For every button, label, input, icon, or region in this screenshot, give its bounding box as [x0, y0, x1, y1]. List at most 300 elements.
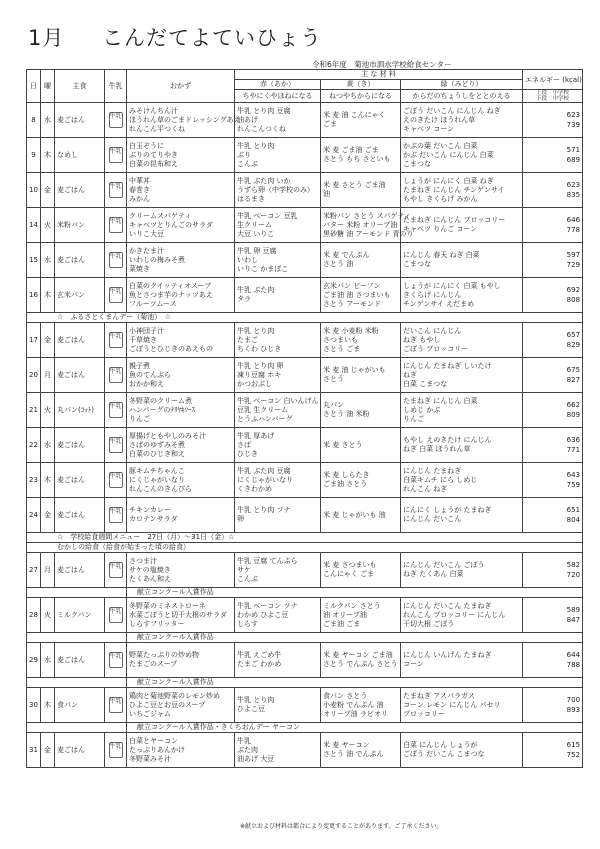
- menu-row: [27, 103, 583, 138]
- day-cell: 16: [27, 278, 41, 313]
- title-label: こんだてよていひょう: [102, 26, 323, 50]
- red-cell: [235, 643, 321, 678]
- menu-row: [27, 463, 583, 498]
- milk-carton-icon: 牛乳: [109, 437, 123, 453]
- line: 牛乳 ベーコン 豆乳: [237, 211, 298, 220]
- col-weekday: 曜: [41, 70, 55, 103]
- red-cell: [235, 358, 321, 393]
- milk-carton-icon: 牛乳: [109, 472, 123, 488]
- weekday-cell: 水: [41, 643, 55, 678]
- dishes-cell: [127, 598, 235, 633]
- yellow-cell: [321, 463, 401, 498]
- milk-carton-icon: 牛乳: [109, 182, 123, 198]
- menu-row: [27, 323, 583, 358]
- menu-row: [27, 208, 583, 243]
- line: さとう でんぷん さとう: [323, 660, 398, 668]
- line: ひじき: [237, 449, 258, 458]
- line: たまご: [237, 335, 258, 344]
- col-energy: エネルギー (kcal): [523, 70, 583, 90]
- milk-icon: [105, 498, 127, 533]
- day-cell: 31: [27, 733, 41, 768]
- col-green: 緑（みどり）: [401, 80, 523, 90]
- mukashi-banner: むかしの給食（給食が始まった頃の給食）: [27, 543, 583, 553]
- line: 牛乳 とり肉 卵: [237, 361, 284, 370]
- dishes-cell: [127, 733, 235, 768]
- green-cell: [401, 428, 523, 463]
- milk-carton-icon: 牛乳: [109, 507, 123, 523]
- red-cell: [235, 243, 321, 278]
- col-yellow: 黄（き）: [321, 80, 401, 90]
- energy-junior: 808: [566, 296, 581, 304]
- red-cell: [235, 498, 321, 533]
- line: 米 麦 さとう: [323, 440, 363, 449]
- line: コーン: [403, 660, 424, 668]
- menu-row: [27, 553, 583, 588]
- dishes-cell: [127, 688, 235, 723]
- line: 冬野菜のミネストローネ: [129, 601, 206, 610]
- line: 米粉パン さとう スパゲティ: [323, 211, 411, 220]
- line: いりこ かまぼこ: [237, 264, 289, 273]
- contest-note: 献立コンクール入賞作品: [127, 678, 583, 688]
- line: にくじゃがいなり: [237, 475, 293, 484]
- line: 大豆 いりこ: [237, 229, 275, 238]
- energy-cell: [523, 498, 583, 533]
- line: いわし: [237, 255, 258, 264]
- line: 油あげ 大豆: [237, 754, 275, 763]
- energy-cell: [523, 643, 583, 678]
- dishes-cell: [127, 173, 235, 208]
- subnote-empty: [27, 588, 127, 598]
- staple-cell: なめし: [55, 138, 105, 173]
- yellow-cell: [321, 428, 401, 463]
- line: 牛乳 とり肉 豆腐: [237, 106, 291, 115]
- green-cell: [401, 463, 523, 498]
- energy-elementary: 657: [566, 331, 581, 339]
- energy-elementary: 623: [566, 181, 581, 189]
- energy-junior: 729: [566, 261, 581, 269]
- col-okazu: おかず: [127, 70, 235, 103]
- line: ぶりのてりやき: [129, 150, 178, 159]
- weekday-cell: 金: [41, 733, 55, 768]
- energy-cell: [523, 278, 583, 313]
- line: 千草焼き: [129, 335, 157, 344]
- line: 親子煮: [129, 361, 150, 370]
- day-cell: 23: [27, 463, 41, 498]
- energy-cell: [523, 463, 583, 498]
- staple-cell: 麦ごはん: [55, 733, 105, 768]
- line: もやし きくらげ みかん: [403, 194, 478, 203]
- menu-row: [27, 393, 583, 428]
- green-cell: [401, 173, 523, 208]
- green-cell: [401, 498, 523, 533]
- line: にんじん たまねぎ: [403, 466, 462, 475]
- line: 白玉ぞうに: [129, 141, 164, 150]
- dishes-cell: [127, 463, 235, 498]
- line: さばのゆずみそ煮: [129, 440, 185, 449]
- energy-junior: 720: [566, 571, 581, 579]
- line: もやし えのきたけ にんじん: [403, 436, 492, 444]
- milk-icon: [105, 138, 127, 173]
- yellow-cell: [321, 278, 401, 313]
- energy-junior: 739: [566, 121, 581, 129]
- day-cell: 9: [27, 138, 41, 173]
- line: 冬野菜のクリーム煮: [129, 396, 192, 405]
- mukashi-banner-row: [27, 543, 583, 553]
- line: ごぼう ブロッコリー: [403, 344, 469, 353]
- line: たっぷりあんかけ: [129, 745, 185, 754]
- menu-row: [27, 688, 583, 723]
- energy-elementary: 597: [566, 251, 581, 259]
- milk-carton-icon: 牛乳: [109, 252, 123, 268]
- weekday-cell: 月: [41, 553, 55, 588]
- staple-cell: 食パン: [55, 688, 105, 723]
- energy-cell: [523, 208, 583, 243]
- milk-carton-icon: 牛乳: [109, 402, 123, 418]
- line: 牛乳 厚あげ: [237, 431, 275, 440]
- energy-junior: 847: [566, 616, 581, 624]
- energy-elementary: 589: [566, 606, 581, 614]
- red-cell: [235, 688, 321, 723]
- milk-icon: [105, 553, 127, 588]
- line: キャベツとりんごのサラダ: [129, 220, 213, 229]
- line: 米 麦 しらたき: [323, 471, 370, 479]
- milk-icon: [105, 733, 127, 768]
- milk-icon: [105, 598, 127, 633]
- staple-cell: 丸パン(ｺｯﾄ): [55, 393, 105, 428]
- yellow-cell: [321, 733, 401, 768]
- dishes-cell: [127, 428, 235, 463]
- week-banner-row: [27, 533, 583, 543]
- milk-carton-icon: 牛乳: [109, 367, 123, 383]
- energy-cell: [523, 393, 583, 428]
- line: 牛乳 ぶた肉: [237, 286, 275, 294]
- yellow-cell: [321, 553, 401, 588]
- line: こまつな: [403, 260, 431, 268]
- line: ねぎ: [403, 370, 417, 379]
- energy-cell: [523, 138, 583, 173]
- green-cell: [401, 643, 523, 678]
- energy-cell: [523, 598, 583, 633]
- energy-elementary: 662: [566, 401, 581, 409]
- milk-carton-icon: 牛乳: [109, 147, 123, 163]
- line: 牛乳 えごめ牛: [237, 651, 282, 659]
- energy-junior: 788: [566, 661, 581, 669]
- yellow-cell: [321, 103, 401, 138]
- line: 白菜 こまつな: [403, 379, 448, 388]
- menu-row: [27, 428, 583, 463]
- menu-row: [27, 173, 583, 208]
- red-cell: [235, 553, 321, 588]
- dishes-cell: [127, 358, 235, 393]
- energy-junior: 778: [566, 226, 581, 234]
- dishes-cell: [127, 393, 235, 428]
- menu-table: [26, 69, 583, 768]
- yellow-cell: [321, 208, 414, 243]
- line: えのきたけ ほうれん草: [403, 115, 476, 124]
- line: たまねぎ にんじん ブロッコリー: [403, 216, 506, 224]
- footnote: ※献立および材料は都合により変更することがあります。ご了承ください。: [240, 823, 443, 830]
- line: 油: [323, 190, 330, 198]
- line: さとう ごま: [323, 344, 361, 353]
- weekday-cell: 水: [41, 103, 55, 138]
- line: ねぎ もやし: [403, 335, 441, 344]
- col-red-sub: ちやにくやほねになる: [235, 90, 321, 103]
- line: 油 オリーブ油: [323, 610, 367, 619]
- line: 白菜のクイッティオスープ: [129, 281, 212, 290]
- dishes-cell: [127, 553, 235, 588]
- line: かぶの葉 だいこん 白菜: [403, 141, 478, 150]
- contest-note: 献立コンクール入賞作品: [127, 633, 583, 643]
- staple-cell: 麦ごはん: [55, 428, 105, 463]
- line: 米 麦 ヤーコン ごま油: [323, 651, 393, 659]
- energy-elementary: 571: [566, 146, 581, 154]
- red-cell: [235, 103, 321, 138]
- milk-icon: [105, 208, 127, 243]
- milk-carton-icon: 牛乳: [109, 112, 123, 128]
- line: 小麦粉 でんぷん 油: [323, 700, 384, 709]
- furusato-banner-row: [27, 313, 583, 323]
- red-cell: [235, 428, 321, 463]
- line: バター 米粉 オリーブ油: [323, 220, 398, 229]
- line: ごま: [323, 120, 337, 128]
- line: さとう アーモンド: [323, 299, 382, 308]
- line: ごぼうとひじきのあえもの: [129, 344, 213, 353]
- line: ハンバーグのﾃﾘﾔｷｿｰｽ: [129, 405, 196, 414]
- staple-cell: 米粉パン: [55, 208, 105, 243]
- line: しめじ かぶ: [403, 405, 441, 414]
- line: れんこんのきんぴら: [129, 484, 192, 493]
- energy-elementary: 623: [566, 111, 581, 119]
- dishes-cell: [127, 498, 235, 533]
- line: おかか和え: [129, 379, 164, 388]
- line: さとう 油 でんぷん: [323, 750, 384, 758]
- col-ingredients: 主 な 材 料: [235, 70, 523, 80]
- milk-icon: [105, 278, 127, 313]
- col-energy-sub: 上段 小学校 下段 中学校: [523, 90, 583, 103]
- line: ぶり: [237, 150, 251, 159]
- line: 中華丼: [129, 176, 150, 185]
- line: にんじん たまねぎ しいたけ: [403, 361, 492, 370]
- energy-cell: [523, 553, 583, 588]
- line: オリーブ油 ラビオリ: [323, 709, 388, 718]
- line: れんこん ねぎ: [403, 484, 448, 493]
- staple-cell: 麦ごはん: [55, 323, 105, 358]
- line: 牛乳 ぶた肉 いか: [237, 176, 291, 185]
- line: にくじゃがいなり: [129, 475, 185, 484]
- staple-cell: 麦ごはん: [55, 553, 105, 588]
- staple-cell: 麦ごはん: [55, 358, 105, 393]
- line: 米 麦 油 こんにゃく: [323, 111, 386, 119]
- line: 牛乳: [237, 736, 251, 745]
- milk-carton-icon: 牛乳: [109, 742, 123, 758]
- energy-junior: 689: [566, 156, 581, 164]
- staple-cell: 麦ごはん: [55, 498, 105, 533]
- furusato-banner: ☆ ふるさとくまんデー（菊池） ☆: [27, 313, 583, 323]
- line: みそけんちん汁: [129, 106, 178, 115]
- energy-junior: 893: [566, 706, 581, 714]
- energy-elementary: 644: [566, 651, 581, 659]
- line: しらす: [237, 619, 258, 628]
- subnote-row: [27, 588, 583, 598]
- line: 白菜の昆布和え: [129, 159, 178, 168]
- red-cell: [235, 323, 321, 358]
- milk-carton-icon: 牛乳: [109, 697, 123, 713]
- line: キャベツ りんご コーン: [403, 225, 478, 233]
- line: 牛乳 とり肉: [237, 141, 275, 150]
- green-cell: [401, 103, 523, 138]
- line: 冬野菜みそ汁: [129, 754, 171, 763]
- red-cell: [235, 278, 321, 313]
- day-cell: 29: [27, 643, 41, 678]
- line: 野菜たっぷりの炒め物: [129, 651, 199, 659]
- milk-carton-icon: 牛乳: [109, 562, 123, 578]
- energy-cell: [523, 688, 583, 723]
- energy-junior: 759: [566, 481, 581, 489]
- line: ごま油 ごま: [323, 619, 361, 628]
- red-cell: [235, 208, 321, 243]
- energy-elementary: 643: [566, 471, 581, 479]
- line: いわしの梅みそ煮: [129, 255, 185, 264]
- line: ひよこ豆: [237, 705, 265, 713]
- line: コーン レモン にんじん パセリ: [403, 700, 501, 709]
- energy-junior: 752: [566, 751, 581, 759]
- day-cell: 24: [27, 498, 41, 533]
- weekday-cell: 水: [41, 428, 55, 463]
- line: れんこん平つくね: [129, 124, 185, 133]
- green-cell: [401, 358, 523, 393]
- menu-row: [27, 278, 583, 313]
- green-cell: [401, 243, 523, 278]
- milk-icon: [105, 323, 127, 358]
- milk-icon: [105, 358, 127, 393]
- day-cell: 15: [27, 243, 41, 278]
- line: 卵: [237, 515, 244, 523]
- line: しょうが にんにく 白菜 もやし: [403, 281, 501, 290]
- line: とうふハンバーグ: [237, 414, 293, 423]
- energy-elementary: 651: [566, 506, 581, 514]
- green-cell: [401, 553, 523, 588]
- yellow-cell: [321, 173, 401, 208]
- subnote-row: [27, 723, 583, 733]
- yellow-cell: [321, 243, 401, 278]
- contest-note: 献立コンクール入賞作品: [127, 588, 583, 598]
- day-cell: 17: [27, 323, 41, 358]
- line: チンゲンサイ えだまめ: [403, 299, 475, 308]
- weekday-cell: 金: [41, 173, 55, 208]
- yellow-cell: [321, 323, 401, 358]
- line: きくらげ にんじん: [403, 290, 462, 299]
- line: 米 麦 じゃがいも 油: [323, 510, 386, 519]
- subnote-row: [27, 633, 583, 643]
- menu-row: [27, 243, 583, 278]
- energy-cell: [523, 103, 583, 138]
- line: いりこ大豆: [129, 229, 164, 238]
- line: ぶた肉: [237, 745, 258, 754]
- line: 黒砂糖 油 アーモンド 青のり: [323, 229, 414, 238]
- line: 白菜 にんじん しょうが: [403, 741, 478, 749]
- line: 魚のてんぷら: [129, 370, 171, 379]
- milk-icon: [105, 103, 127, 138]
- weekday-cell: 金: [41, 323, 55, 358]
- weekday-cell: 火: [41, 393, 55, 428]
- line: ねぎ 白菜 ほうれん草: [403, 445, 471, 453]
- energy-cell: [523, 173, 583, 208]
- yellow-cell: [321, 358, 401, 393]
- line: 鶏肉と菊池野菜のレモン炒め: [129, 691, 220, 700]
- line: はるまき: [237, 194, 265, 203]
- line: ブロッコリー: [403, 709, 445, 718]
- green-cell: [401, 688, 523, 723]
- energy-junior: 804: [566, 516, 581, 524]
- line: 牛乳 ぶた肉 豆腐: [237, 466, 291, 475]
- red-cell: [235, 393, 321, 428]
- green-cell: [401, 598, 523, 633]
- col-day: 日: [27, 70, 41, 103]
- line: 米 麦 さつまいも: [323, 561, 377, 569]
- line: れんこんつくね: [237, 124, 286, 133]
- green-cell: [401, 138, 523, 173]
- line: たまねぎ にんじん チンゲンサイ: [403, 185, 505, 194]
- staple-cell: 麦ごはん: [55, 173, 105, 208]
- weekday-cell: 火: [41, 598, 55, 633]
- dishes-cell: [127, 323, 235, 358]
- line: 米 麦 小麦粉 米粉: [323, 326, 379, 335]
- energy-elementary: 615: [566, 741, 581, 749]
- col-staple: 主食: [55, 70, 105, 103]
- line: たまねぎ にんじん 白菜: [403, 396, 478, 405]
- green-cell: [401, 733, 523, 768]
- line: 丸パン: [323, 401, 344, 409]
- energy-cell: [523, 243, 583, 278]
- line: 水菜ごぼうと切干大根のサラダ: [129, 610, 227, 619]
- line: 牛乳 卵 豆腐: [237, 246, 277, 255]
- staple-cell: 麦ごはん: [55, 243, 105, 278]
- red-cell: [235, 138, 321, 173]
- line: 米 麦 でんぷん: [323, 251, 370, 259]
- yellow-cell: [321, 138, 401, 173]
- day-cell: 20: [27, 358, 41, 393]
- subnote-row: [27, 678, 583, 688]
- col-green-sub: からだのちょうしをととのえる: [401, 90, 523, 103]
- week-banner: ☆ 学校給食週間メニュー 27日（月）～31日（金）☆: [27, 533, 583, 543]
- line: 白菜とヤーコン: [129, 736, 178, 745]
- contest-note: 献立コンクール入賞作品・きくちおんデー ヤーコン: [127, 723, 583, 733]
- line: れんこん ブロッコリー にんじん: [403, 610, 506, 619]
- col-red: 赤（あか）: [235, 80, 321, 90]
- day-cell: 8: [27, 103, 41, 138]
- line: さとう 油 米粉: [323, 410, 370, 418]
- line: さば: [237, 440, 251, 449]
- line: 白菜キムチ にら しめじ: [403, 475, 478, 484]
- day-cell: 14: [27, 208, 41, 243]
- col-yellow-sub: ねつやちからになる: [321, 90, 401, 103]
- line: ミルクパン さとう: [323, 601, 381, 610]
- milk-icon: [105, 428, 127, 463]
- line: こまつな: [403, 159, 431, 168]
- dishes-cell: [127, 243, 235, 278]
- milk-carton-icon: 牛乳: [109, 607, 123, 623]
- energy-junior: 829: [566, 341, 581, 349]
- line: カロテンサラダ: [129, 515, 178, 523]
- line: かきたま汁: [129, 246, 164, 255]
- staple-cell: 麦ごはん: [55, 463, 105, 498]
- menu-row: [27, 358, 583, 393]
- line: 米 麦 ごま油 ごま: [323, 146, 379, 154]
- line: さとう: [323, 375, 344, 383]
- red-cell: [235, 173, 321, 208]
- menu-row: [27, 733, 583, 768]
- line: かぶ だいこん にんじん 白菜: [403, 150, 494, 159]
